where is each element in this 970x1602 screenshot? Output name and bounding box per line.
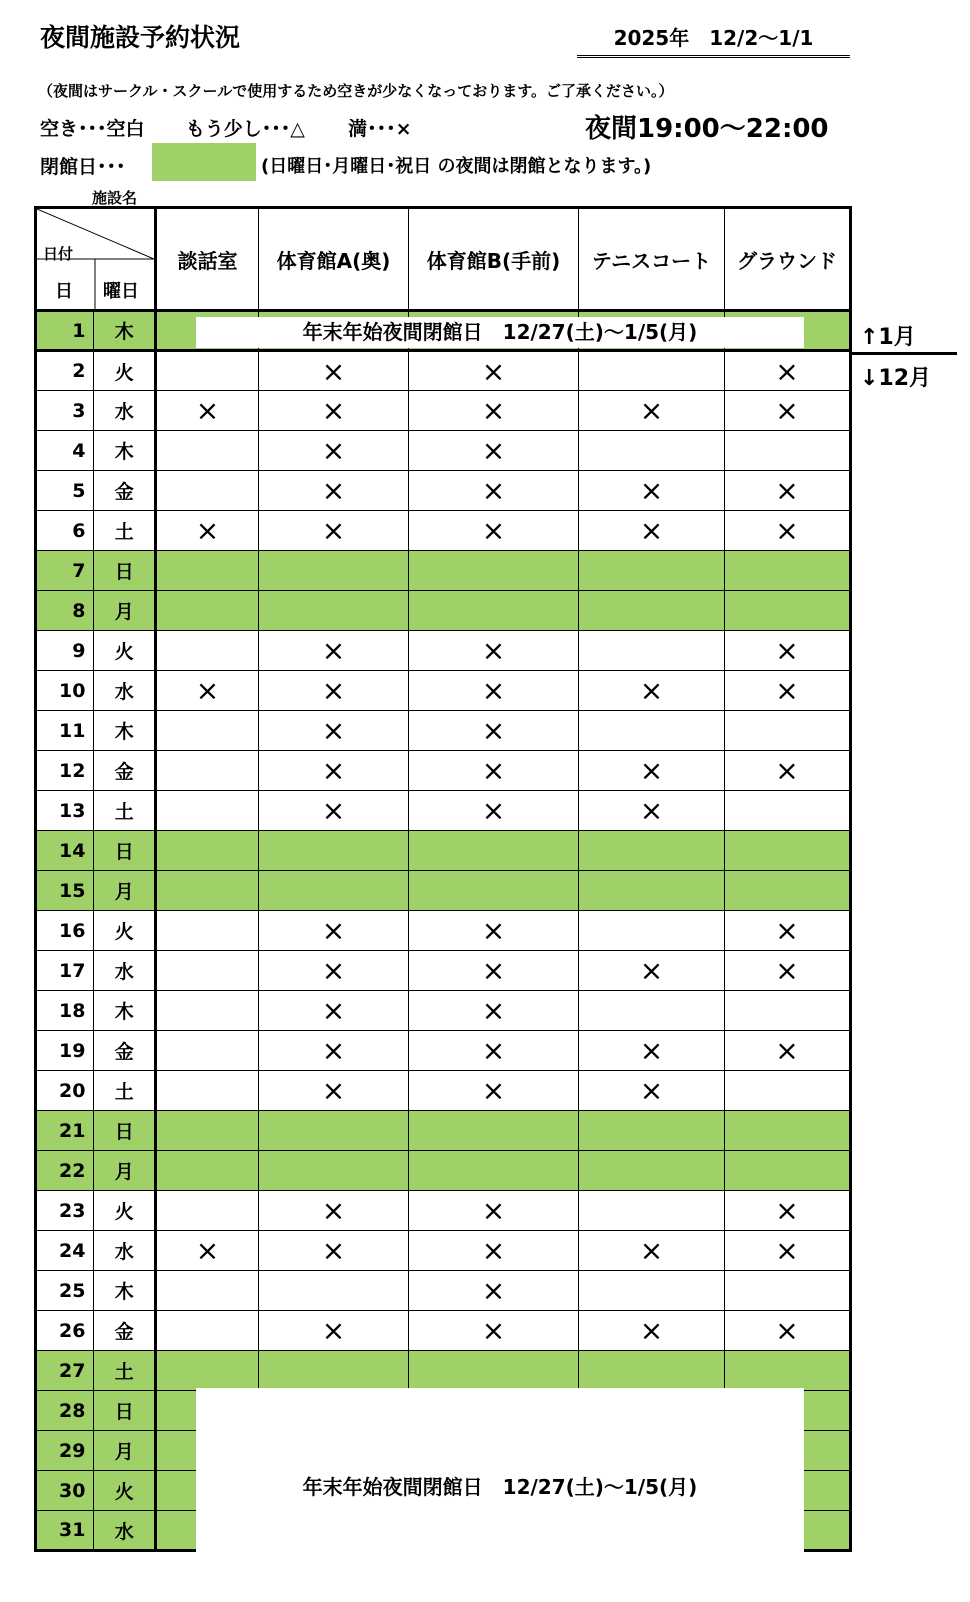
weekday-cell: 火	[94, 351, 156, 391]
availability-cell: ×	[259, 911, 409, 951]
availability-cell	[156, 1271, 259, 1311]
availability-cell	[156, 551, 259, 591]
availability-cell	[579, 431, 725, 471]
january-indicator: ↑1月	[860, 325, 916, 350]
availability-cell: ×	[579, 391, 725, 431]
availability-cell	[259, 1111, 409, 1151]
day-cell: 11	[36, 711, 94, 751]
availability-cell	[725, 791, 851, 831]
availability-cell: ×	[409, 391, 579, 431]
weekday-cell: 金	[94, 471, 156, 511]
availability-cell: ×	[409, 951, 579, 991]
day-cell: 31	[36, 1511, 94, 1551]
availability-cell: ×	[579, 1231, 725, 1271]
table-row	[36, 631, 851, 671]
availability-cell	[725, 1111, 851, 1151]
availability-cell	[259, 1271, 409, 1311]
availability-cell: ×	[579, 951, 725, 991]
availability-cell: ×	[409, 1191, 579, 1231]
availability-cell	[579, 351, 725, 391]
table-row	[36, 1351, 851, 1391]
availability-cell	[579, 1111, 725, 1151]
availability-cell: ×	[259, 471, 409, 511]
table-row	[36, 831, 851, 871]
availability-cell	[409, 551, 579, 591]
weekday-cell: 水	[94, 951, 156, 991]
availability-cell	[409, 871, 579, 911]
availability-cell	[409, 591, 579, 631]
table-row	[36, 911, 851, 951]
availability-cell: ×	[725, 671, 851, 711]
weekday-cell: 水	[94, 1231, 156, 1271]
legend-empty: 空き･･･空白	[40, 118, 145, 140]
weekday-cell: 木	[94, 711, 156, 751]
availability-cell: ×	[579, 791, 725, 831]
facility-ground: グラウンド	[725, 208, 851, 311]
closed-color-swatch	[152, 143, 256, 181]
day-cell: 27	[36, 1351, 94, 1391]
availability-cell	[156, 991, 259, 1031]
availability-cell	[156, 831, 259, 871]
availability-cell: ×	[259, 991, 409, 1031]
table-row	[36, 511, 851, 551]
availability-cell: ×	[409, 471, 579, 511]
availability-cell: ×	[259, 351, 409, 391]
availability-cell	[259, 551, 409, 591]
availability-cell: ×	[409, 351, 579, 391]
availability-cell	[156, 791, 259, 831]
table-row	[36, 951, 851, 991]
table-row	[36, 1111, 851, 1151]
day-cell: 6	[36, 511, 94, 551]
closed-day-note: (日曜日･月曜日･祝日 の夜間は閉館となります。)	[261, 156, 652, 177]
day-cell: 28	[36, 1391, 94, 1431]
day-cell: 17	[36, 951, 94, 991]
availability-cell: ×	[579, 671, 725, 711]
availability-cell	[156, 1071, 259, 1111]
year-end-closure-banner-top: 年末年始夜間閉館日 12/27(土)～1/5(月)	[196, 317, 804, 348]
availability-cell: ×	[409, 911, 579, 951]
legend-few: もう少し･･･△	[185, 118, 305, 140]
weekday-cell: 水	[94, 1511, 156, 1551]
day-cell: 12	[36, 751, 94, 791]
availability-cell	[579, 591, 725, 631]
day-cell: 30	[36, 1471, 94, 1511]
availability-cell	[259, 591, 409, 631]
usage-note: （夜間はサークル・スクールで使用するため空きが少なくなっております。ご了承ください。）	[38, 82, 674, 100]
facility-gym-b: 体育館B(手前)	[409, 208, 579, 311]
corner-cell	[36, 208, 156, 311]
page-title: 夜間施設予約状況	[40, 23, 241, 52]
availability-cell: ×	[409, 751, 579, 791]
day-cell: 13	[36, 791, 94, 831]
weekday-cell: 土	[94, 511, 156, 551]
availability-cell: ×	[725, 471, 851, 511]
availability-cell: ×	[579, 751, 725, 791]
weekday-cell: 月	[94, 1151, 156, 1191]
availability-cell: ×	[156, 511, 259, 551]
weekday-cell: 木	[94, 991, 156, 1031]
weekday-cell: 日	[94, 831, 156, 871]
availability-cell	[156, 351, 259, 391]
closed-day-label: 閉館日･･･	[40, 156, 126, 178]
day-cell: 1	[36, 311, 94, 351]
availability-cell: ×	[156, 1231, 259, 1271]
day-cell: 19	[36, 1031, 94, 1071]
availability-cell: ×	[725, 351, 851, 391]
availability-cell	[725, 431, 851, 471]
availability-cell: ×	[259, 431, 409, 471]
availability-cell: ×	[725, 631, 851, 671]
weekday-cell: 火	[94, 1471, 156, 1511]
availability-cell	[156, 711, 259, 751]
availability-cell	[579, 831, 725, 871]
availability-cell: ×	[259, 711, 409, 751]
day-cell: 26	[36, 1311, 94, 1351]
availability-cell	[156, 1151, 259, 1191]
availability-cell	[725, 871, 851, 911]
day-cell: 21	[36, 1111, 94, 1151]
table-row	[36, 711, 851, 751]
day-cell: 20	[36, 1071, 94, 1111]
day-cell: 7	[36, 551, 94, 591]
availability-cell: ×	[259, 1191, 409, 1231]
weekday-cell: 金	[94, 1031, 156, 1071]
column-weekday-label: 曜日	[103, 281, 139, 302]
table-row	[36, 351, 851, 391]
weekday-cell: 土	[94, 791, 156, 831]
day-cell: 4	[36, 431, 94, 471]
availability-cell: ×	[409, 1231, 579, 1271]
day-cell: 15	[36, 871, 94, 911]
legend	[40, 114, 412, 141]
availability-cell	[156, 751, 259, 791]
table-row	[36, 1191, 851, 1231]
availability-cell: ×	[409, 511, 579, 551]
day-cell: 9	[36, 631, 94, 671]
weekday-cell: 土	[94, 1351, 156, 1391]
weekday-cell: 木	[94, 431, 156, 471]
availability-cell: ×	[725, 1191, 851, 1231]
availability-cell: ×	[725, 1231, 851, 1271]
day-cell: 5	[36, 471, 94, 511]
availability-cell	[156, 471, 259, 511]
day-cell: 24	[36, 1231, 94, 1271]
availability-cell: ×	[409, 711, 579, 751]
availability-cell: ×	[409, 791, 579, 831]
table-header-row	[36, 208, 851, 311]
weekday-cell: 日	[94, 1391, 156, 1431]
availability-cell: ×	[259, 791, 409, 831]
corner-date-label: 日付	[43, 245, 74, 263]
availability-cell	[409, 1111, 579, 1151]
table-row	[36, 1031, 851, 1071]
availability-cell	[259, 1351, 409, 1391]
weekday-cell: 水	[94, 391, 156, 431]
availability-cell	[156, 1031, 259, 1071]
month-divider-line	[852, 352, 957, 355]
availability-cell	[259, 831, 409, 871]
facility-header-label: 施設名	[92, 189, 138, 207]
availability-cell: ×	[409, 1031, 579, 1071]
facility-gym-a: 体育館A(奥)	[259, 208, 409, 311]
reservation-table	[34, 206, 852, 1552]
table-row	[36, 791, 851, 831]
availability-cell	[725, 711, 851, 751]
availability-cell	[259, 1151, 409, 1191]
weekday-cell: 火	[94, 911, 156, 951]
availability-cell: ×	[409, 1071, 579, 1111]
availability-cell	[579, 911, 725, 951]
availability-cell: ×	[259, 1311, 409, 1351]
availability-cell	[156, 871, 259, 911]
weekday-cell: 金	[94, 1311, 156, 1351]
table-row	[36, 471, 851, 511]
table-row	[36, 591, 851, 631]
availability-cell	[409, 1351, 579, 1391]
availability-cell: ×	[725, 911, 851, 951]
table-row	[36, 391, 851, 431]
day-cell: 23	[36, 1191, 94, 1231]
availability-cell	[579, 711, 725, 751]
availability-cell: ×	[579, 1031, 725, 1071]
table-row	[36, 1071, 851, 1111]
availability-cell: ×	[725, 1311, 851, 1351]
availability-cell: ×	[409, 991, 579, 1031]
availability-cell	[156, 1191, 259, 1231]
weekday-cell: 木	[94, 311, 156, 351]
availability-cell: ×	[259, 951, 409, 991]
availability-cell	[156, 631, 259, 671]
availability-cell	[409, 831, 579, 871]
weekday-cell: 月	[94, 1431, 156, 1471]
day-cell: 2	[36, 351, 94, 391]
availability-cell	[579, 1271, 725, 1311]
availability-cell	[156, 591, 259, 631]
table-row	[36, 551, 851, 591]
availability-cell	[409, 1151, 579, 1191]
availability-cell	[725, 1351, 851, 1391]
availability-cell	[156, 1311, 259, 1351]
availability-cell	[579, 991, 725, 1031]
availability-cell: ×	[409, 431, 579, 471]
column-day-label: 日	[55, 281, 73, 302]
day-cell: 14	[36, 831, 94, 871]
availability-cell: ×	[409, 671, 579, 711]
availability-cell	[579, 551, 725, 591]
availability-cell	[725, 1271, 851, 1311]
availability-cell	[579, 1351, 725, 1391]
availability-cell	[156, 1111, 259, 1151]
availability-cell	[725, 1151, 851, 1191]
table-row	[36, 871, 851, 911]
availability-cell: ×	[579, 1311, 725, 1351]
availability-cell: ×	[725, 391, 851, 431]
availability-cell	[725, 831, 851, 871]
weekday-cell: 金	[94, 751, 156, 791]
night-hours: 夜間19:00～22:00	[585, 114, 829, 144]
facility-tennis-court: テニスコート	[579, 208, 725, 311]
day-cell: 3	[36, 391, 94, 431]
availability-cell: ×	[725, 1031, 851, 1071]
december-indicator: ↓12月	[860, 366, 932, 391]
availability-cell: ×	[156, 391, 259, 431]
weekday-cell: 木	[94, 1271, 156, 1311]
availability-cell: ×	[259, 631, 409, 671]
table-row	[36, 671, 851, 711]
availability-cell	[579, 631, 725, 671]
day-cell: 22	[36, 1151, 94, 1191]
availability-cell: ×	[259, 1031, 409, 1071]
availability-cell: ×	[259, 671, 409, 711]
availability-cell	[156, 1351, 259, 1391]
weekday-cell: 日	[94, 551, 156, 591]
table-row	[36, 1231, 851, 1271]
day-cell: 29	[36, 1431, 94, 1471]
availability-cell	[259, 871, 409, 911]
day-cell: 25	[36, 1271, 94, 1311]
facility-danwashitsu: 談話室	[156, 208, 259, 311]
day-cell: 18	[36, 991, 94, 1031]
weekday-cell: 月	[94, 591, 156, 631]
availability-cell: ×	[156, 671, 259, 711]
availability-cell: ×	[259, 1231, 409, 1271]
availability-cell	[156, 431, 259, 471]
availability-cell: ×	[259, 751, 409, 791]
availability-cell	[725, 551, 851, 591]
day-cell: 10	[36, 671, 94, 711]
weekday-cell: 火	[94, 1191, 156, 1231]
weekday-cell: 火	[94, 631, 156, 671]
weekday-cell: 日	[94, 1111, 156, 1151]
availability-cell: ×	[259, 1071, 409, 1111]
availability-cell: ×	[579, 511, 725, 551]
availability-cell	[725, 1071, 851, 1111]
day-cell: 8	[36, 591, 94, 631]
availability-cell: ×	[579, 471, 725, 511]
table-row	[36, 991, 851, 1031]
year-end-closure-banner-bottom: 年末年始夜間閉館日 12/27(土)～1/5(月)	[196, 1388, 804, 1586]
weekday-cell: 水	[94, 671, 156, 711]
availability-cell	[156, 951, 259, 991]
table-row	[36, 431, 851, 471]
availability-cell	[156, 911, 259, 951]
availability-cell: ×	[725, 951, 851, 991]
availability-cell: ×	[725, 751, 851, 791]
availability-cell	[579, 871, 725, 911]
table-row	[36, 1311, 851, 1351]
period-label: 2025年 12/2～1/1	[577, 22, 850, 58]
availability-cell: ×	[409, 1311, 579, 1351]
availability-cell: ×	[259, 391, 409, 431]
day-cell: 16	[36, 911, 94, 951]
availability-cell: ×	[259, 511, 409, 551]
table-row	[36, 751, 851, 791]
weekday-cell: 月	[94, 871, 156, 911]
table-row	[36, 1271, 851, 1311]
availability-cell	[579, 1191, 725, 1231]
availability-cell	[725, 591, 851, 631]
legend-full: 満･･･×	[348, 118, 412, 140]
availability-cell: ×	[409, 1271, 579, 1311]
availability-cell: ×	[725, 511, 851, 551]
table-row	[36, 1151, 851, 1191]
availability-cell	[579, 1151, 725, 1191]
availability-cell	[725, 991, 851, 1031]
availability-cell: ×	[409, 631, 579, 671]
weekday-cell: 土	[94, 1071, 156, 1111]
availability-cell: ×	[579, 1071, 725, 1111]
